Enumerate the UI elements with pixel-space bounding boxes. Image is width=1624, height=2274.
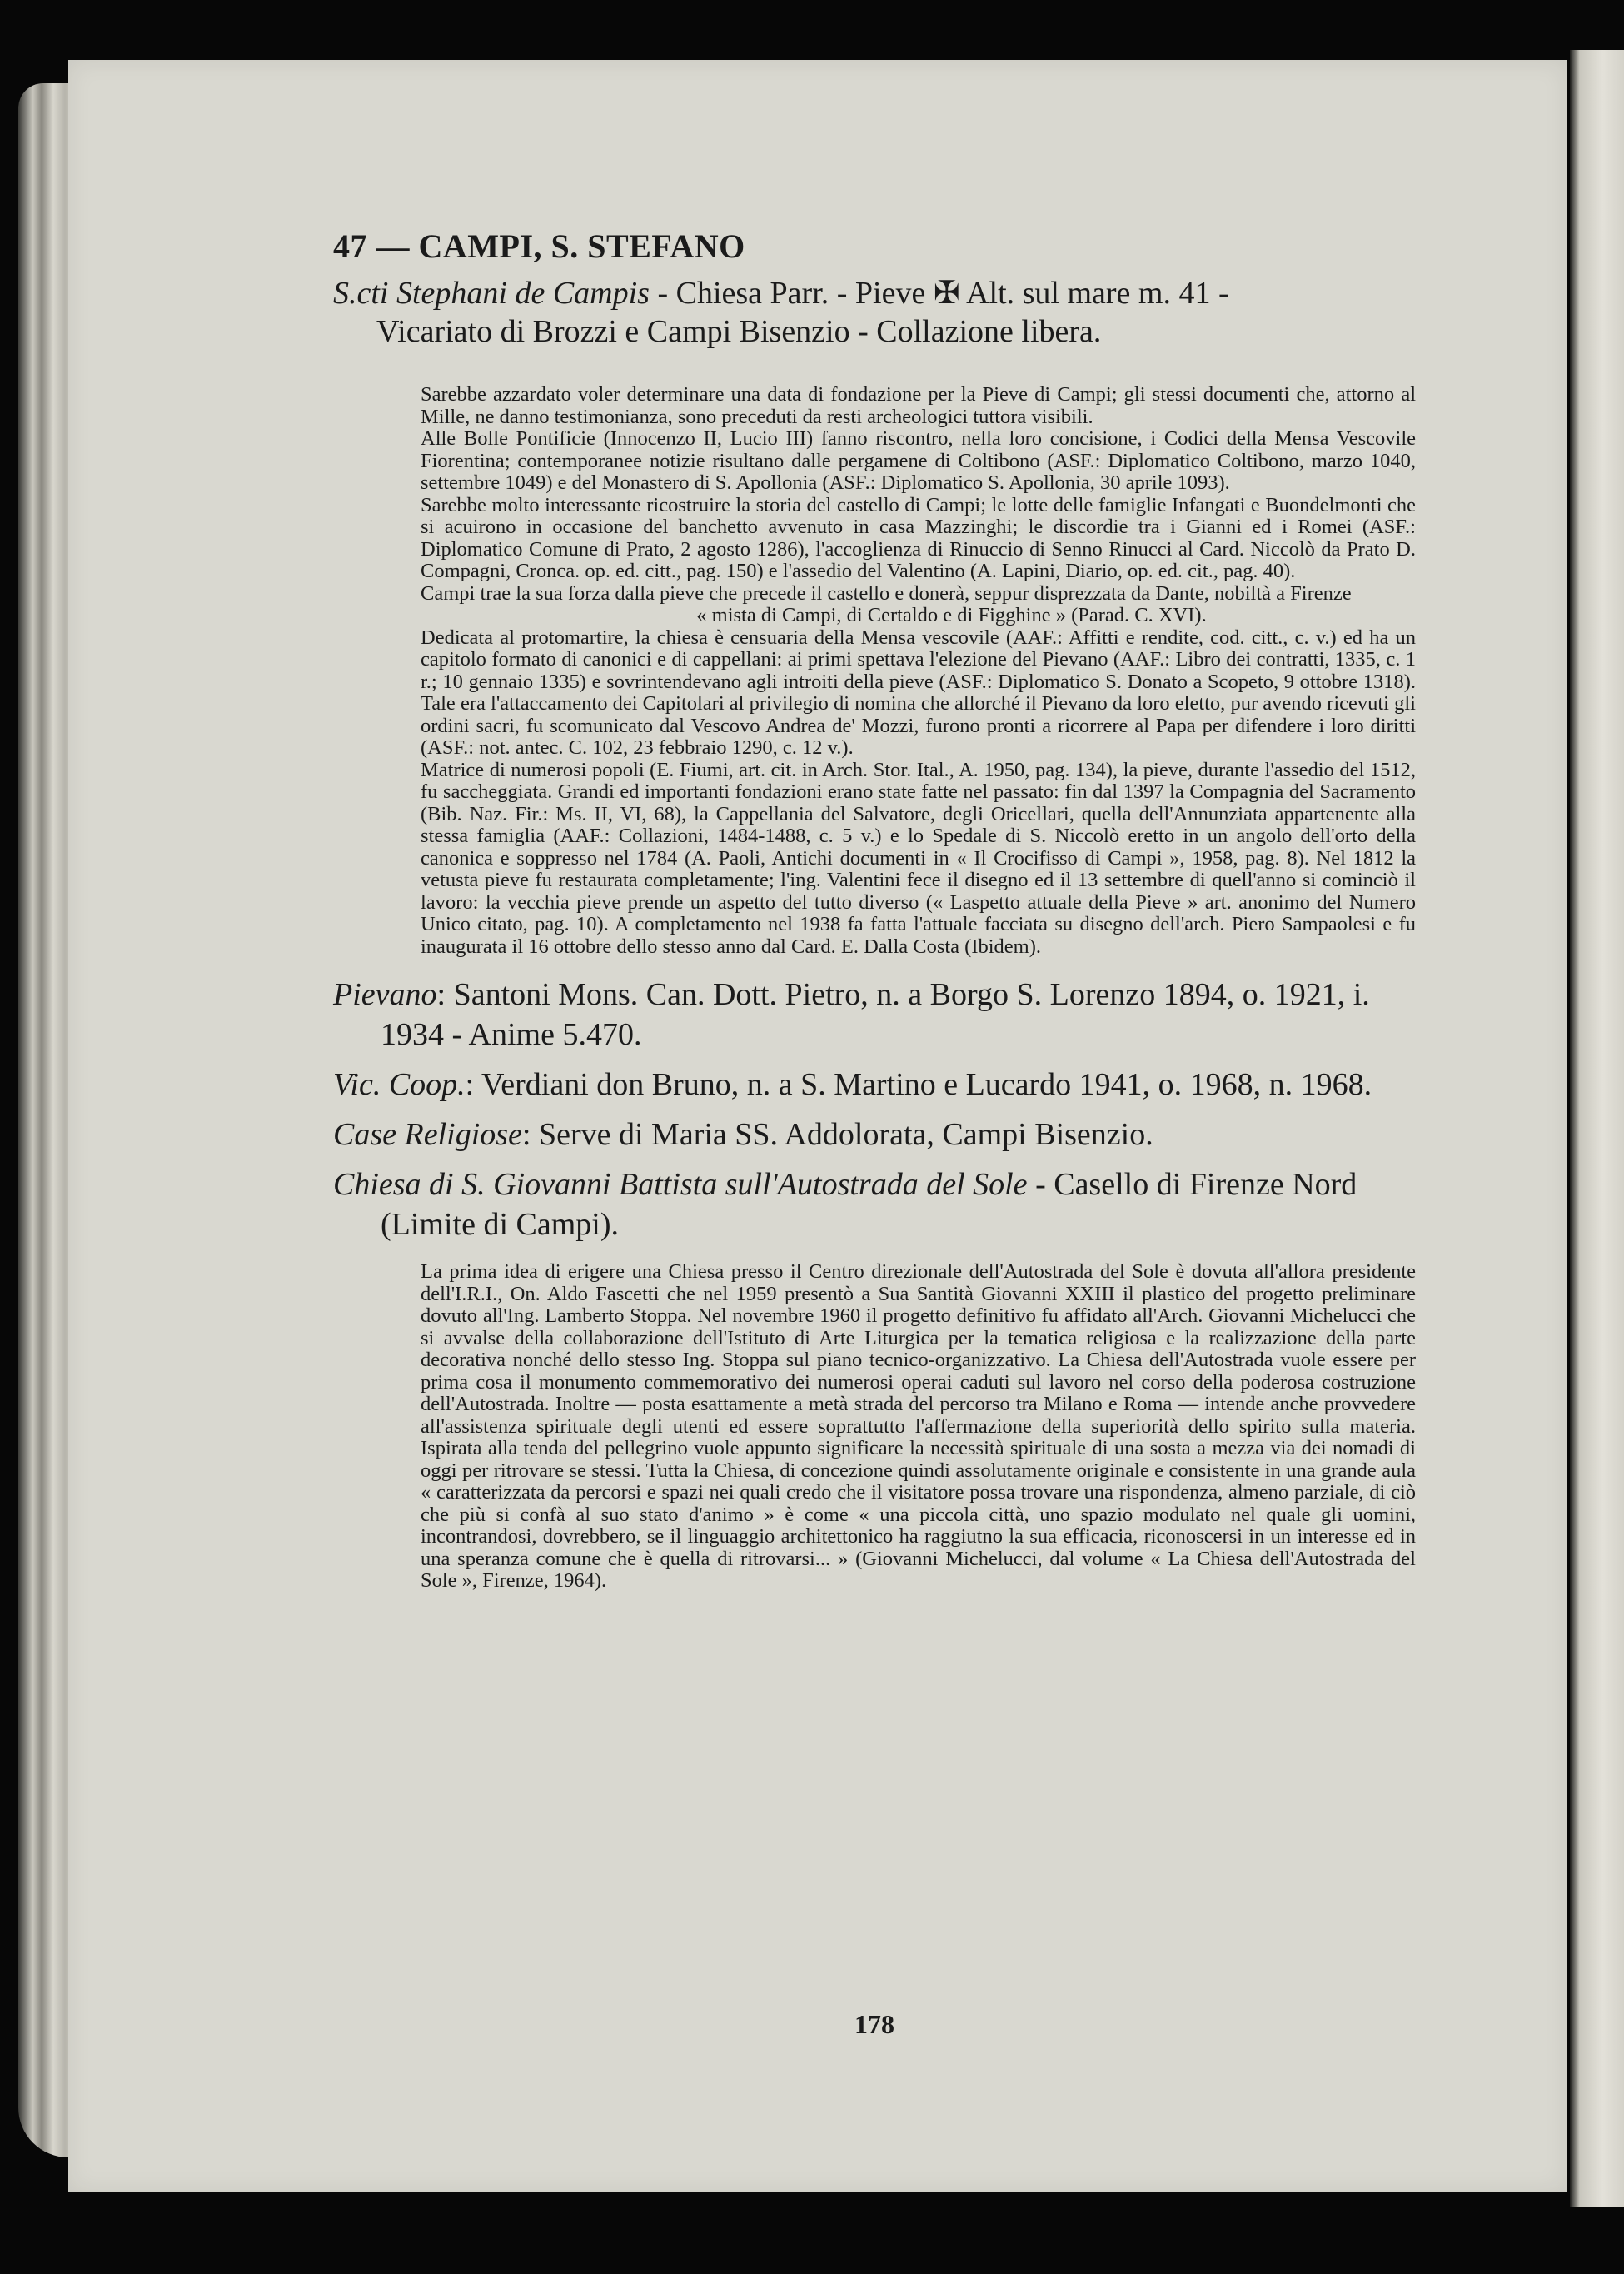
entry-chiesa-autostrada [333, 1164, 1416, 1244]
history-text [333, 384, 1416, 958]
page-content [333, 227, 1416, 2039]
entry-label: Chiesa di S. Giovanni Battista sull'Autostrada del Sole [333, 1167, 1028, 1202]
page-number: 178 [854, 2009, 894, 2039]
history-paragraph: Sarebbe azzardato voler determinare una data di fondazione per la Pieve di Campi; gli stessi documenti che, attorno al Mille, ne danno testimonianza, sono preceduti da resti archeologici tuttora visibili. [421, 383, 1416, 428]
history-paragraph: Sarebbe molto interessante ricostruire la storia del castello di Campi; le lotte delle famiglie Infangati e Buondelmonti che si acuirono in occasione del banchetto avvenuto in casa Mazzinghi; le discordie tra i Gianni ed i Romei (ASF.: Diplomatico Comune di Prato, 2 agosto 1286), l'accoglienza di Rinuccio di Senno Rinucci al Card. Niccolò da Prato D. Compagni, Cronca. op. ed. citt., pag. 150) e l'assedio del Valentino (A. Lapini, Diario, op. ed. cit., pag. 40). [421, 493, 1416, 582]
book-page [68, 60, 1567, 2192]
parish-intro [333, 274, 1416, 351]
history-paragraph: Dedicata al protomartire, la chiesa è censuaria della Mensa vescovile (AAF.: Affitti e rendite, cod. citt., c. v.) ed ha un capitolo formato di canonici e di cappellani: ai primi spettava l'elezione del Pievano (AAF.: Libro dei contratti, 1335, c. 1 r.; 10 gennaio 1335) e sovrintendevano agli introiti della pieve (ASF.: Diplomatico S. Donato a Scopeto, 9 ottobre 1318). Tale era l'attaccamento dei Capitolari al privilegio di nomina che allorché il Pievano da loro eletto, pur avendo ricevuti gli ordini sacri, fu scomunicato dal Vescovo Andrea de' Mozzi, furono pronti a ricorrere al Papa per difendere i loro diritti (ASF.: not. antec. C. 102, 23 febbraio 1290, c. 12 v.). [421, 626, 1416, 759]
entry-case-religiose [333, 1115, 1416, 1154]
entry-heading: 47 — CAMPI, S. STEFANO [333, 227, 745, 265]
entry-separator: : [465, 1067, 482, 1102]
history-paragraph: Alle Bolle Pontificie (Innocenzo II, Lucio III) fanno riscontro, nella loro concisione, i Codici della Mensa Vescovile Fiorentina; contemporanee notizie risultano dalle pergamene di Coltibono (ASF.: Diplomatico Coltibono, marzo 1040, settembre 1049) e del Monastero di S. Apollonia (ASF.: Diplomatico S. Apollonia, 30 aprile 1093). [421, 427, 1416, 494]
entry-text: Verdiani don Bruno, n. a S. Martino e Lucardo 1941, o. 1968, n. 1968. [481, 1067, 1372, 1102]
history-paragraph: Campi trae la sua forza dalla pieve che precede il castello e donerà, seppur disprezzata da Dante, nobiltà a Firenze [421, 581, 1352, 605]
entry-label: Case Religiose [333, 1117, 522, 1152]
entry-label: Vic. Coop. [333, 1067, 466, 1102]
intro-line1: - Chiesa Parr. - Pieve ✠ Alt. sul mare m. 41 - [649, 276, 1229, 311]
entry-separator: - [1027, 1167, 1054, 1202]
entry-pievano [333, 975, 1416, 1055]
dante-quote: « mista di Campi, di Certaldo e di Figghine » (Parad. C. XVI). [696, 604, 1207, 626]
entry-separator: : [521, 1117, 539, 1152]
entry-label: Pievano [333, 977, 437, 1012]
entry-vic-coop [333, 1065, 1416, 1105]
autostrada-text [333, 1261, 1416, 1593]
autostrada-paragraph: La prima idea di erigere una Chiesa presso il Centro direzionale dell'Autostrada del Sole è dovuta all'allora presidente dell'I.R.I., On. Aldo Fascetti che nel 1959 presentò a Sua Santità Giovanni XXIII il plastico del progetto preliminare dovuto all'Ing. Lamberto Stoppa. Nel novembre 1960 il progetto definitivo fu affidato all'Arch. Giovanni Michelucci che si avvalse della collaborazione dell'Istituto di Arte Liturgica per la tematica religiosa e la realizzazione della parte decorativa nonché dello stesso Ing. Stoppa sul piano tecnico-organizzativo. La Chiesa dell'Autostrada vuole essere per prima cosa il monumento commemorativo dei numerosi operai caduti sul lavoro nel corso della poderosa costruzione dell'Autostrada. Inoltre — posta esattamente a metà strada del percorso tra Milano e Roma — intende anche provvedere all'assistenza spirituale degli utenti ed essere soprattutto l'affermazione della superiorità dello spirito sulla materia. Ispirata alla tenda del pellegrino vuole appunto significare la necessità spirituale di una sosta a mezza via dei nomadi di oggi per ritrovare se stessi. Tutta la Chiesa, di concezione quindi assolutamente originale e consistente in una grande aula « caratterizzata da percorsi e spazi nei quali credo che il visitatore possa trovare una rispondenza, almeno parziale, di ciò che più si confà al suo stato d'animo » è come « una piccola città, uno spazio modulato nel quale gli uomini, incontrandosi, dovrebbero, se il linguaggio architettonico ha raggiutno la sua efficacia, riconoscersi in un interesse ed in una speranza comune che è quella di ritrovarsi... » (Giovanni Michelucci, dal volume « La Chiesa dell'Autostrada del Sole », Firenze, 1964). [421, 1260, 1416, 1592]
facing-page-edge [1570, 50, 1624, 2207]
history-paragraph: Matrice di numerosi popoli (E. Fiumi, art. cit. in Arch. Stor. Ital., A. 1950, pag. 134), la pieve, durante l'assedio del 1512, fu saccheggiata. Grandi ed importanti fondazioni erano state fatte nel passato: fin dal 1397 la Compagnia del Sacramento (Bib. Naz. Fir.: Ms. II, VI, 68), la Cappellania del Salvatore, degli Oricellari, quella dell'Annunziata appartenente alla stessa famiglia (AAF.: Collazioni, 1484-1488, c. 5 v.) e lo Spedale di S. Niccolò eretto in un angolo dell'orto della canonica e soppresso nel 1784 (A. Paoli, Antichi documenti in « Il Crocifisso di Campi », 1958, pag. 8). Nel 1812 la vetusta pieve fu restaurata completamente; l'ing. Valentini fece il disegno ed il 13 settembre di quell'anno si cominciò il lavoro: la vecchia pieve prende un aspetto del tutto diverso (« Laspetto attuale della Pieve » art. anonimo del Numero Unico citato, pag. 10). A completamento nel 1938 fa fatta l'attuale facciata su disegno dell'arch. Piero Sampaolesi e fu inaugurata il 16 ottobre dello stesso anno dal Card. E. Dalla Costa (Ibidem). [421, 758, 1416, 958]
entry-text: Serve di Maria SS. Addolorata, Campi Bisenzio. [538, 1117, 1153, 1152]
entry-text: Casello di Firenze Nord (Limite di Campi). [381, 1167, 1357, 1242]
entry-text: Santoni Mons. Can. Dott. Pietro, n. a Borgo S. Lorenzo 1894, o. 1921, i. 1934 - Anime 5.470. [381, 977, 1370, 1052]
entry-separator: : [436, 977, 454, 1012]
latin-name: S.cti Stephani de Campis [333, 276, 650, 311]
intro-line2: Vicariato di Brozzi e Campi Bisenzio - Collazione libera. [376, 314, 1102, 349]
